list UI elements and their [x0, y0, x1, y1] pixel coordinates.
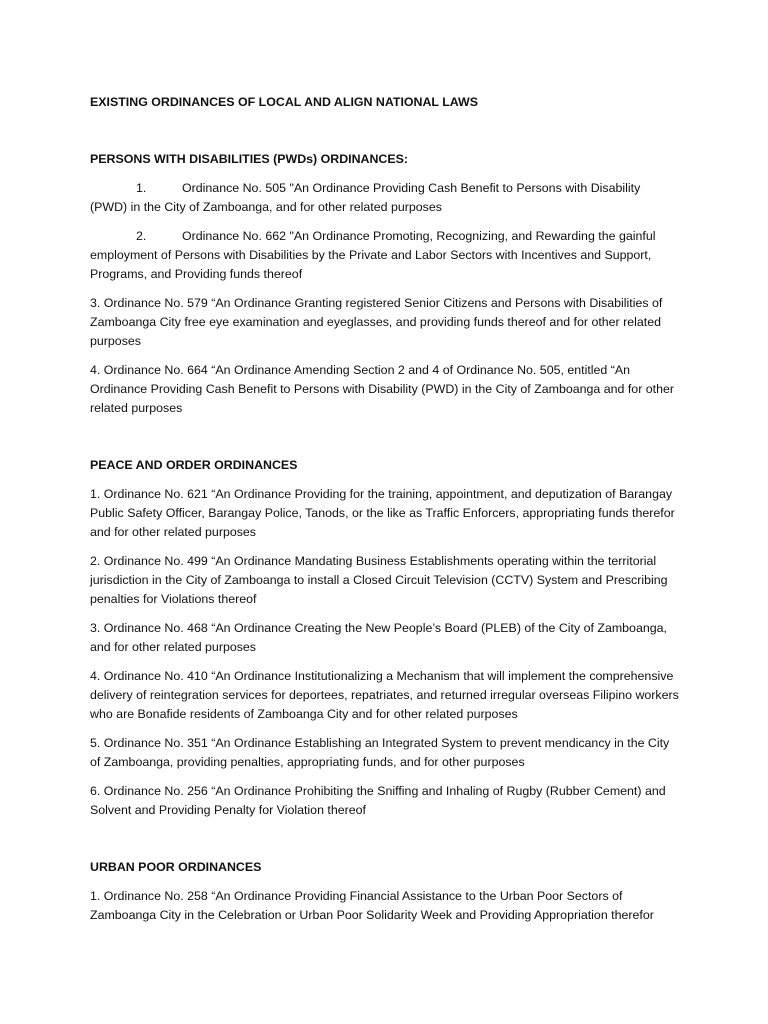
item-number: 1. — [90, 889, 101, 903]
item-number: 4. — [90, 669, 101, 683]
ordinance-item — [90, 294, 680, 351]
item-text: Ordinance No. 258 “An Ordinance Providing Financial Assistance to the Urban Poor Sectors of Zamboanga City in the Celebration or Urban Poor Solidarity Week and Providing Appropriation therefor — [90, 889, 654, 922]
item-text: Ordinance No. 621 “An Ordinance Providing for the training, appointment, and deputization of Barangay Public Safety Officer, Barangay Police, Tanods, or the like as Traffic Enforcers, appropriating funds therefor and for other related purposes — [90, 487, 675, 539]
section-heading: PERSONS WITH DISABILITIES (PWDs) ORDINANCES: — [90, 152, 409, 166]
item-number: 2. — [136, 229, 147, 243]
ordinance-item — [90, 667, 680, 724]
item-number: 5. — [90, 736, 101, 750]
ordinance-item — [90, 552, 680, 609]
ordinance-item — [90, 782, 680, 820]
section-heading: URBAN POOR ORDINANCES — [90, 860, 262, 874]
ordinance-item — [90, 361, 680, 418]
item-number: 4. — [90, 363, 101, 377]
item-text: Ordinance No. 662 "An Ordinance Promoting, Recognizing, and Rewarding the gainful employment of Persons with Disabilities by the Private and Labor Sectors with Incentives and Support, Programs, and Providing funds thereof — [90, 229, 656, 281]
item-text: Ordinance No. 664 “An Ordinance Amending Section 2 and 4 of Ordinance No. 505, entitled “An Ordinance Providing Cash Benefit to Persons with Disability (PWD) in the City of Zamboanga and for other related purposes — [90, 363, 675, 415]
ordinance-section — [90, 456, 680, 820]
ordinance-item — [90, 485, 680, 542]
item-text: Ordinance No. 579 “An Ordinance Granting registered Senior Citizens and Persons with Disabilities of Zamboanga City free eye examination and eyeglasses, and providing funds thereof and for other related purposes — [90, 296, 663, 348]
item-text: Ordinance No. 256 “An Ordinance Prohibiting the Sniffing and Inhaling of Rugby (Rubber Cement) and Solvent and Providing Penalty for Violation thereof — [90, 784, 666, 817]
ordinance-item — [90, 887, 680, 925]
ordinance-item — [90, 619, 680, 657]
item-text: Ordinance No. 351 “An Ordinance Establishing an Integrated System to prevent mendicancy in the City of Zamboanga, providing penalties, appropriating funds, and for other purposes — [90, 736, 670, 769]
section-heading: PEACE AND ORDER ORDINANCES — [90, 458, 298, 472]
ordinance-section — [90, 150, 680, 418]
item-number: 3. — [90, 621, 101, 635]
ordinance-item — [90, 227, 680, 284]
ordinance-section — [90, 858, 680, 925]
item-number: 1. — [90, 487, 101, 501]
ordinance-item — [90, 734, 680, 772]
document-title: EXISTING ORDINANCES OF LOCAL AND ALIGN NATIONAL LAWS — [90, 95, 479, 109]
item-number: 2. — [90, 554, 101, 568]
item-number: 1. — [136, 181, 147, 195]
item-text: Ordinance No. 499 “An Ordinance Mandating Business Establishments operating within the territorial jurisdiction in the City of Zamboanga to install a Closed Circuit Television (CCTV) System and Prescribing penalties for Violations thereof — [90, 554, 668, 606]
item-text: Ordinance No. 410 “An Ordinance Institutionalizing a Mechanism that will implement the comprehensive delivery of reintegration services for deportees, repatriates, and returned irregular overseas Filipino workers who are Bonafide residents of Zamboanga City and for other related purposes — [90, 669, 679, 721]
item-text: Ordinance No. 468 “An Ordinance Creating the New People’s Board (PLEB) of the City of Zamboanga, and for other related purposes — [90, 621, 667, 654]
document-body — [90, 93, 680, 935]
sections-container — [90, 150, 680, 925]
ordinance-item — [90, 179, 680, 217]
item-text: Ordinance No. 505 "An Ordinance Providing Cash Benefit to Persons with Disability (PWD) in the City of Zamboanga, and for other related purposes — [90, 181, 641, 214]
item-number: 6. — [90, 784, 101, 798]
item-number: 3. — [90, 296, 101, 310]
